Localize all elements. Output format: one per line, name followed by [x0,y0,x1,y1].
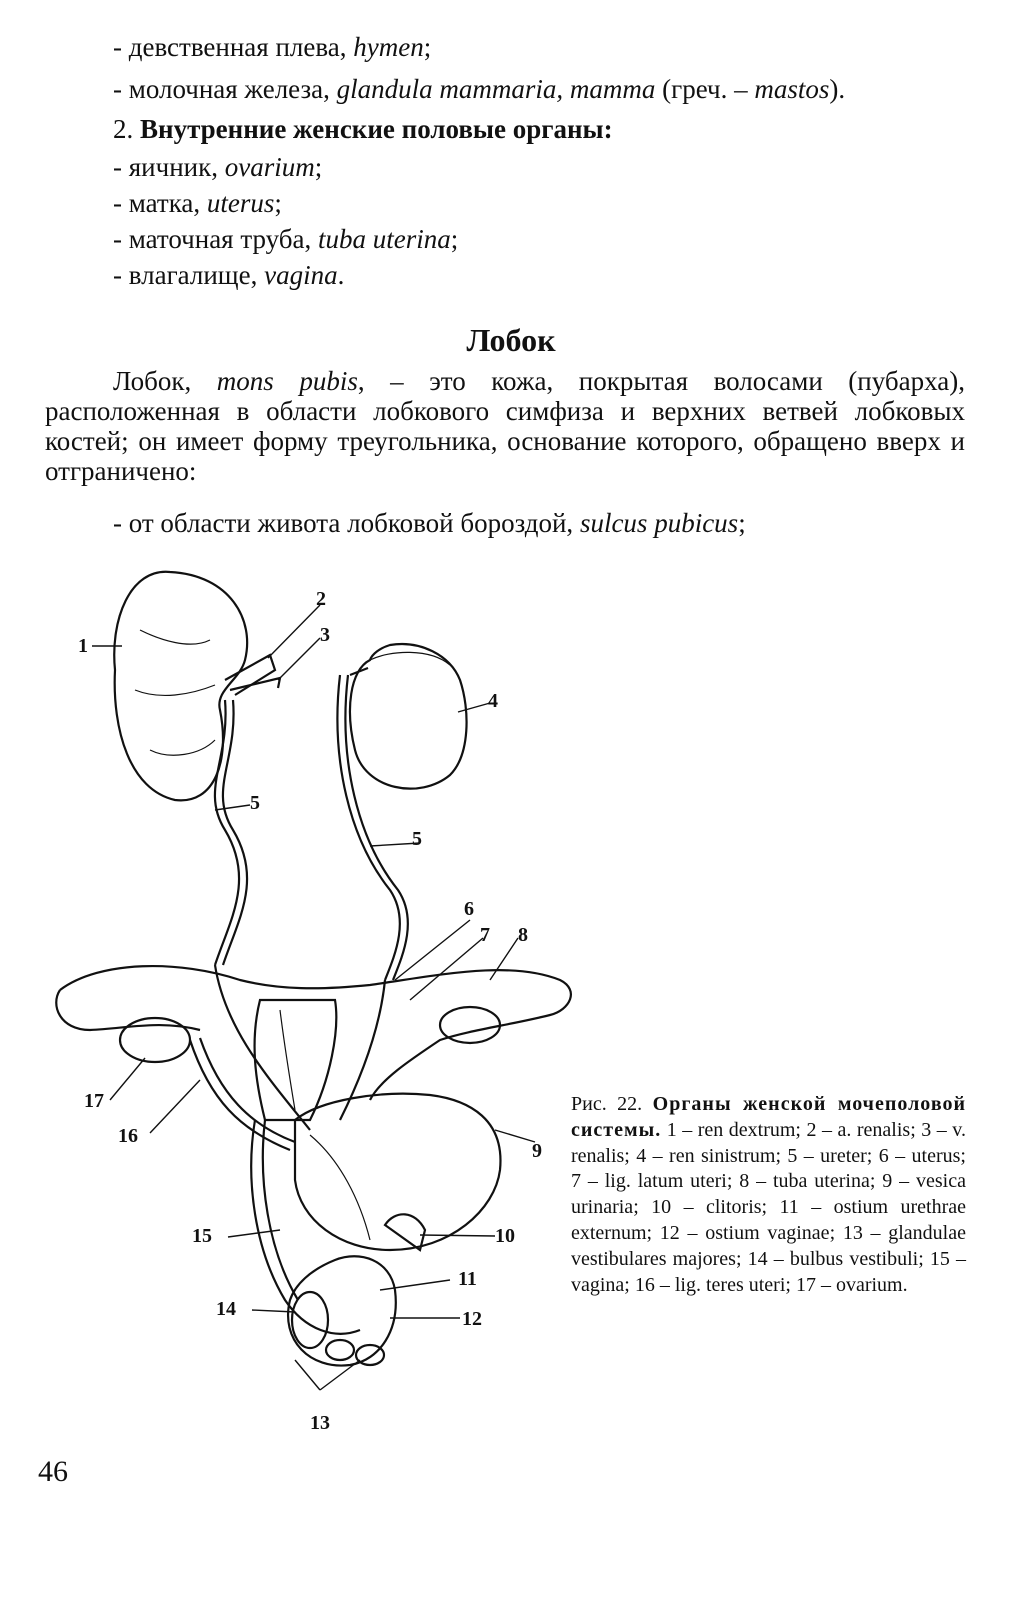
list-item-hymen: - девственная плева, hymen; [113,32,432,62]
figure-label: 10 [495,1225,515,1247]
uterus [255,1000,337,1120]
list-item-ovary: - яичник, ovarium; [113,152,323,182]
figure-label: 17 [84,1090,104,1112]
list-item-tube: - маточная труба, tuba uterina; [113,224,459,254]
anatomy-figure [40,560,600,1440]
ovary-left [440,1007,500,1043]
figure-label: 6 [464,898,474,920]
ureter-left [337,675,399,980]
figure-label: 16 [118,1125,138,1147]
gland-right [356,1345,384,1365]
uterine-tubes [60,966,571,1100]
kidney-left [350,644,467,789]
figure-label: 4 [488,690,498,712]
gland-left [326,1340,354,1360]
figure-label: 1 [78,635,88,657]
clitoris [385,1214,425,1250]
bulbus-vestibuli [292,1292,328,1348]
bladder [295,1094,500,1250]
figure-label: 12 [462,1308,482,1330]
figure-label: 9 [532,1140,542,1162]
list-item-sulcus: - от области живота лобковой бороздой, sulcus pubicus; [113,508,746,538]
section-2-heading: 2. Внутренние женские половые органы: [113,114,613,144]
figure-label: 5 [412,828,422,850]
vulva-region [288,1256,396,1365]
figure-label: 13 [310,1412,330,1434]
figure-label: 2 [316,588,326,610]
figure-label: 14 [216,1298,236,1320]
figure-caption: Рис. 22. Органы женской мочеполовой системы. 1 – ren dextrum; 2 – a. renalis; 3 – v. renalis; 4 – ren sinistrum; 5 – ureter; 6 – uterus; 7 – lig. latum uteri; 8 – tuba uterina; 9 – vesica urinaria; 10 – clitoris; 11 – ostium urethrae externum; 12 – ostium vaginae; 13 – glandulae vestibulares majores; 14 – bulbus vestibuli; 15 – vagina; 16 – lig. teres uteri; 17 – ovarium. [571,1093,966,1296]
figure-label: 5 [250,792,260,814]
list-item-mammary-gland: - молочная железа, glandula mammaria, mamma (греч. – mastos). [113,74,846,104]
list-item-vagina: - влагалище, vagina. [113,260,345,290]
section-heading: Лобок [466,322,556,358]
vagina [251,1120,360,1334]
figure-label: 8 [518,924,528,946]
figure-label: 11 [458,1268,477,1290]
figure-label: 7 [480,924,490,946]
figure-label: 3 [320,624,330,646]
urogenital-illustration [40,560,600,1440]
figure-label: 15 [192,1225,212,1247]
page-number: 46 [38,1455,68,1488]
paragraph-mons-pubis: Лобок, mons pubis, – это кожа, покрытая волосами (пубарха), расположенная в области лобкового симфиза и верхних ветвей лобковых костей; он имеет форму треугольника, основание которого, обращено вверх и отграничено: [45,366,965,486]
list-item-uterus: - матка, uterus; [113,188,282,218]
